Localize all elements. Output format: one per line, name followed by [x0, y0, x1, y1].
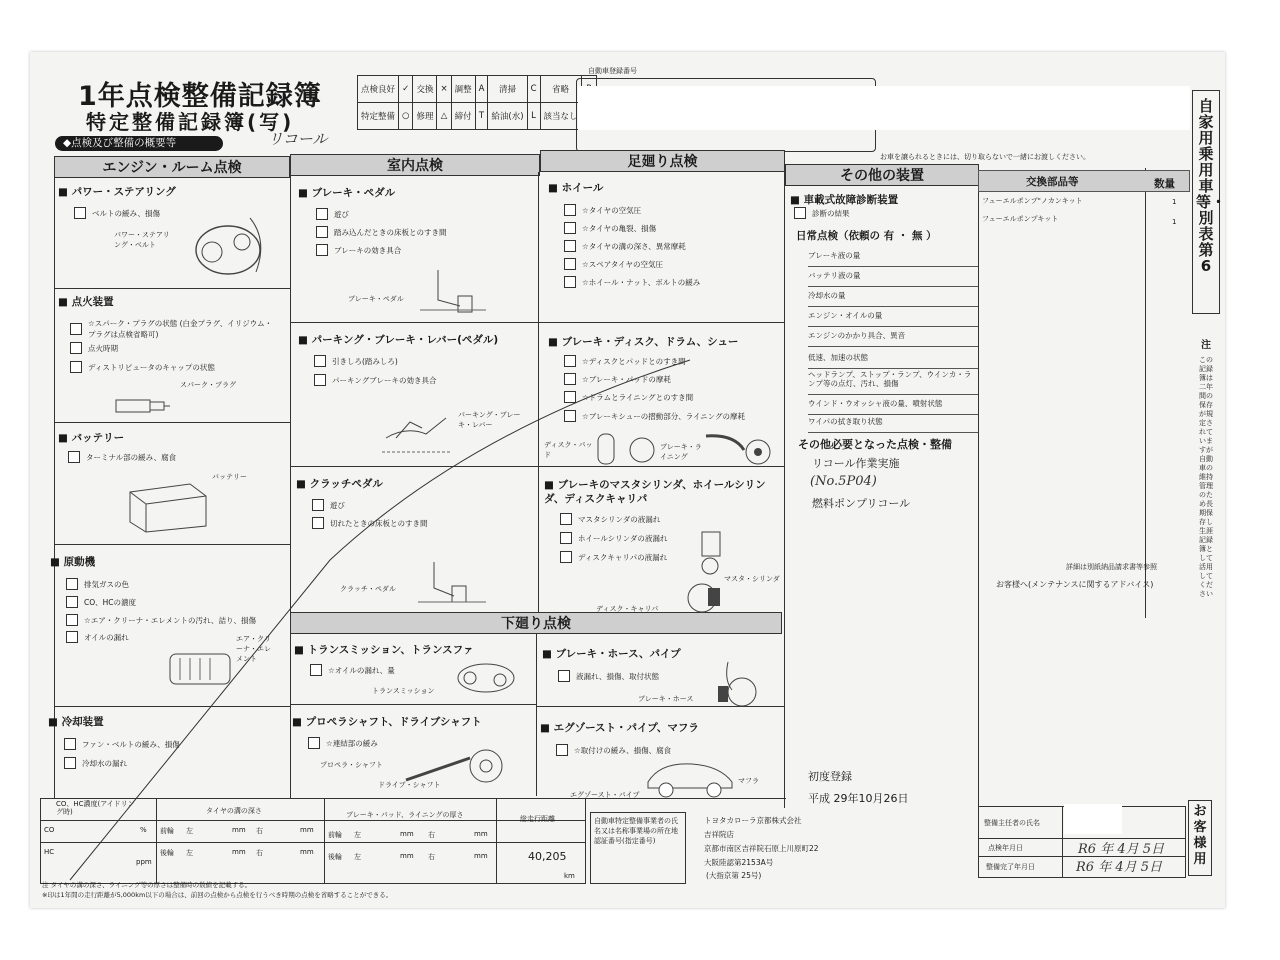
- odometer-unit: km: [564, 872, 575, 880]
- checkbox[interactable]: [66, 578, 78, 590]
- legend-row-1: 点検良好 ✓ 交換 × 調整 A 清掃 C 省略: [358, 76, 597, 103]
- check-item[interactable]: ☆スペアタイヤの空気圧: [564, 258, 663, 270]
- checkbox[interactable]: [560, 513, 572, 525]
- grid-line: [40, 842, 586, 843]
- interior-header: 室内点検: [290, 154, 540, 176]
- check-item[interactable]: ☆ホイール・ナット、ボルトの緩み: [564, 276, 700, 288]
- detail-note: 詳細は別紙納品請求書等参照: [1066, 563, 1157, 571]
- side-note-label: 注: [1201, 340, 1211, 351]
- checkbox[interactable]: [564, 258, 576, 270]
- parts-row-name: フューエルポンプキット: [982, 215, 1059, 223]
- grid-line: [290, 704, 536, 705]
- checkbox[interactable]: [564, 410, 576, 422]
- grid-line: [496, 798, 497, 884]
- check-item[interactable]: 診断の結果: [794, 207, 850, 219]
- checkbox[interactable]: [314, 355, 326, 367]
- grid-line: [54, 178, 55, 798]
- propeller-shaft-heading: ■ プロペラシャフト、ドライブシャフト: [292, 716, 482, 728]
- parking-brake-illustration: [376, 398, 456, 460]
- figure-label: バッテリー: [212, 473, 247, 481]
- daily-item: バッテリ液の量: [808, 266, 978, 287]
- check-item[interactable]: ☆取付けの緩み、損傷、腐食: [556, 744, 671, 756]
- checkbox[interactable]: [556, 744, 568, 756]
- daily-inspection-heading: 日常点検（依頼の 有 ・ 無 ）: [796, 230, 937, 242]
- brake-pedal-heading: ■ ブレーキ・ペダル: [298, 187, 396, 199]
- cooling-heading: ■ 冷却装置: [48, 716, 104, 728]
- engine-room-header: エンジン・ルーム点検: [54, 156, 290, 178]
- checkbox[interactable]: [74, 207, 86, 219]
- air-cleaner-illustration: [162, 640, 242, 696]
- other-devices-header: その他の装置: [785, 164, 979, 186]
- check-item[interactable]: ☆タイヤの亀裂、損傷: [564, 222, 656, 234]
- grid-line: [1145, 168, 1146, 618]
- redacted-manager-name: [1064, 804, 1122, 834]
- rear-label: 後輪: [160, 849, 174, 857]
- footnote-1: 注 タイヤの溝の深さ、ライニング等の厚さは整備時の数値を記載する。: [42, 881, 252, 889]
- figure-label: ディスク・パッド: [544, 441, 593, 459]
- business-address: 京都市南区吉祥院石原上川原町22: [704, 844, 819, 853]
- checkbox[interactable]: [564, 391, 576, 403]
- redacted-block: [578, 86, 1190, 130]
- odometer-label: 総走行距離: [520, 815, 555, 823]
- tire-depth-label: タイヤの溝の深さ: [206, 807, 262, 815]
- grid-line: [538, 322, 784, 323]
- left-label: 左: [354, 831, 361, 839]
- check-item[interactable]: ☆ブレーキ・パッドの摩耗: [564, 373, 671, 385]
- quantity-column-heading: 数量: [1154, 178, 1175, 190]
- grid-line: [156, 798, 157, 884]
- check-item[interactable]: ディストリビュータのキャップの状態: [70, 361, 215, 373]
- right-label: 右: [256, 849, 263, 857]
- check-item[interactable]: ☆連結部の緩み: [308, 737, 378, 749]
- grid-line: [40, 820, 586, 821]
- certification-number: 大阪陸認第2153A号: [704, 858, 774, 867]
- checkbox[interactable]: [68, 451, 80, 463]
- right-label: 右: [256, 827, 263, 835]
- mm-unit: mm: [232, 848, 246, 856]
- figure-label: ブレーキ・ライニング: [660, 443, 702, 461]
- check-item[interactable]: ☆ブレーキシューの摺動部分、ライニングの摩耗: [564, 410, 745, 422]
- check-item[interactable]: 踏み込んだときの床板とのすき間: [316, 226, 447, 238]
- checkbox[interactable]: [70, 361, 82, 373]
- check-item[interactable]: マスタシリンダの液漏れ: [560, 513, 660, 525]
- wheel-heading: ■ ホイール: [548, 182, 604, 194]
- checkbox[interactable]: [564, 355, 576, 367]
- vehicle-number-label: 自動車登録番号: [588, 67, 637, 75]
- branch-name: 吉祥院店: [704, 830, 734, 839]
- figure-label: ディスク・キャリパ: [596, 605, 659, 613]
- checkbox[interactable]: [558, 670, 570, 682]
- check-item[interactable]: ☆タイヤの溝の深さ、異常摩耗: [564, 240, 686, 252]
- grid-line: [54, 422, 290, 423]
- recall-number: (No.5P04): [810, 474, 877, 489]
- power-steering-belt-illustration: [190, 210, 270, 280]
- mm-unit: mm: [474, 830, 488, 838]
- spark-plug-illustration: [112, 392, 172, 420]
- grid-line: [54, 544, 290, 545]
- daily-item: 冷却水の量: [808, 286, 978, 307]
- mm-unit: mm: [400, 830, 414, 838]
- checkbox[interactable]: [314, 374, 326, 386]
- front-label: 前輪: [160, 827, 174, 835]
- ignition-heading: ■ 点火装置: [58, 296, 114, 308]
- figure-label: プロペラ・シャフト: [320, 761, 383, 769]
- check-item[interactable]: 引きしろ(踏みしろ): [314, 355, 398, 367]
- right-label: 右: [428, 831, 435, 839]
- figure-label: パーキング・ブレーキ・レバー: [458, 411, 521, 429]
- odometer-value: 40,205: [528, 850, 567, 863]
- check-item[interactable]: ディスクキャリパの液漏れ: [560, 551, 667, 563]
- daily-item: ヘッドランプ、ストップ・ランプ、ウインカ・ランプ等の点灯、汚れ、損傷: [808, 370, 978, 395]
- legend-row-2: 特定整備 ○ 修理 △ 締付 T 給油(水) L 該当なし: [358, 103, 597, 130]
- check-item[interactable]: ファン・ベルトの緩み、損傷: [64, 738, 180, 750]
- side-note: この記録簿は二年間の保存が規定されていますが自動車の維持管理のため長期保存し生涯記録簿として活用してください: [1199, 356, 1213, 598]
- checkbox[interactable]: [312, 517, 324, 529]
- check-item[interactable]: ☆タイヤの空気圧: [564, 204, 641, 216]
- checkbox[interactable]: [564, 204, 576, 216]
- grid-line: [536, 634, 537, 796]
- grid-line: [54, 706, 290, 707]
- brake-hose-heading: ■ ブレーキ・ホース、パイプ: [542, 648, 681, 660]
- parts-row-qty: 1: [1172, 198, 1177, 206]
- underbody-header: 下廻り点検: [290, 612, 782, 634]
- check-item[interactable]: ☆ドラムとライニングとのすき間: [564, 391, 693, 403]
- figure-label: エグゾースト・パイプ: [570, 791, 640, 799]
- figure-label: パワー・ステアリング・ベルト: [114, 231, 170, 249]
- check-item[interactable]: 排気ガスの色: [66, 578, 129, 590]
- brake-disc-illustration: [594, 430, 774, 468]
- mm-unit: mm: [300, 848, 314, 856]
- business-label: 自動車特定整備事業者の氏名又は名称事業場の所在地認証番号(指定番号): [594, 817, 678, 845]
- battery-illustration: [110, 478, 210, 534]
- grid-line: [290, 466, 538, 467]
- advice-label: お客様へ(メンテナンスに関するアドバイス): [996, 580, 1154, 589]
- right-label: 右: [428, 853, 435, 861]
- check-item[interactable]: ブレーキの効き具合: [316, 244, 401, 256]
- checkbox[interactable]: [564, 240, 576, 252]
- mm-unit: mm: [474, 852, 488, 860]
- daily-item: ウインド・ウオッシャ液の量、噴射状態: [808, 394, 978, 415]
- grid-line: [54, 288, 290, 289]
- checkbox[interactable]: [560, 532, 572, 544]
- obd-heading: ■ 車載式故障診断装置: [790, 194, 899, 206]
- hc-label: HC: [44, 848, 55, 856]
- company-name: トヨタカローラ京都株式会社: [704, 816, 802, 825]
- brake-cylinder-heading: ■ ブレーキのマスタシリンダ、ホイールシリンダ、ディスクキャリパ: [544, 479, 766, 505]
- check-item[interactable]: ☆スパーク・プラグの状態 (白金プラグ、イリジウム・プラグは点検省略可): [70, 318, 278, 340]
- exhaust-heading: ■ エグゾースト・パイプ、マフラ: [540, 722, 699, 734]
- grid-line: [784, 170, 785, 808]
- grid-line: [324, 798, 325, 884]
- clutch-pedal-illustration: [412, 558, 492, 606]
- completion-date-label: 整備完了年月日: [986, 863, 1035, 871]
- check-item[interactable]: CO、HCの濃度: [66, 596, 136, 608]
- checkbox[interactable]: [308, 737, 320, 749]
- checkbox[interactable]: [64, 738, 76, 750]
- check-item[interactable]: オイルの漏れ: [66, 631, 129, 643]
- check-item[interactable]: 点火時期: [70, 342, 118, 354]
- mm-unit: mm: [300, 826, 314, 834]
- checkbox[interactable]: [564, 222, 576, 234]
- figure-label: マスタ・シリンダ: [724, 575, 780, 583]
- check-item[interactable]: 遊び: [316, 208, 349, 220]
- checkbox[interactable]: [310, 664, 322, 676]
- parts-row-name: フューエルポンプ"ノカンキット: [982, 197, 1083, 205]
- grid-line: [1062, 806, 1063, 878]
- grid-line: [290, 322, 538, 323]
- left-label: 左: [186, 849, 193, 857]
- page-title: 1年点検整備記録簿: [78, 81, 322, 112]
- figure-label: マフラ: [738, 777, 759, 785]
- check-item[interactable]: ☆ディスクとパッドとのすき間: [564, 355, 686, 367]
- inspection-date-label: 点検年月日: [988, 844, 1023, 852]
- daily-item: 低速、加速の状態: [808, 348, 978, 369]
- checkbox[interactable]: [312, 499, 324, 511]
- daily-item: エンジン・オイルの量: [808, 306, 978, 327]
- legend-table: [357, 75, 597, 130]
- checkbox[interactable]: [316, 226, 328, 238]
- engine-heading: ■ 原動機: [50, 556, 96, 568]
- exhaust-car-illustration: [640, 756, 740, 800]
- customer-copy-label: お客様用: [1193, 804, 1207, 867]
- checkbox[interactable]: [316, 208, 328, 220]
- check-item[interactable]: ベルトの緩み、損傷: [74, 207, 160, 219]
- designation-number: (大指京第 25号): [706, 871, 762, 880]
- transmission-heading: ■ トランスミッション、トランスファ: [294, 644, 474, 656]
- pad-thickness-label: ブレーキ・パッド、ライニングの厚さ: [346, 811, 464, 819]
- checkbox[interactable]: [560, 551, 572, 563]
- hc-unit: ppm: [136, 858, 152, 866]
- parts-column-heading: 交換部品等: [1026, 176, 1079, 188]
- chassis-header: 足廻り点検: [540, 150, 785, 172]
- check-item[interactable]: ホイールシリンダの液漏れ: [560, 532, 667, 544]
- mm-unit: mm: [400, 852, 414, 860]
- handover-notice: お車を譲られるときには、切り取らないで一緒にお渡しください。: [880, 153, 1090, 161]
- rear-label: 後輪: [328, 853, 342, 861]
- parts-row-qty: 1: [1172, 218, 1177, 226]
- daily-item: ワイパの拭き取り状態: [808, 412, 978, 433]
- checkbox[interactable]: [70, 323, 82, 335]
- left-label: 左: [354, 853, 361, 861]
- checkbox[interactable]: [70, 342, 82, 354]
- mm-unit: mm: [232, 826, 246, 834]
- first-registration-label: 初度登録: [808, 770, 852, 783]
- figure-label: ドライブ・シャフト: [378, 781, 441, 789]
- page-subtitle: 特定整備記録簿(写): [86, 110, 295, 134]
- front-label: 前輪: [328, 831, 342, 839]
- brake-disc-heading: ■ ブレーキ・ディスク、ドラム、シュー: [548, 336, 739, 348]
- figure-label: ブレーキ・ホース: [638, 695, 694, 703]
- checkbox[interactable]: [64, 757, 76, 769]
- check-item[interactable]: 冷却水の漏れ: [64, 757, 127, 769]
- co-label: CO: [44, 826, 55, 834]
- daily-item: ブレーキ液の量: [808, 246, 978, 267]
- check-item[interactable]: 液漏れ、損傷、取付状態: [558, 670, 659, 682]
- manager-label: 整備主任者の氏名: [984, 819, 1040, 827]
- extra-inspection-heading: その他必要となった点検・整備: [798, 438, 952, 451]
- side-title: 自家用乗用車等・別表第6: [1196, 97, 1227, 275]
- power-steering-heading: ■ パワー・ステアリング: [58, 186, 176, 198]
- recall-line: リコール作業実施: [812, 457, 900, 470]
- master-cylinder-illustration: [680, 528, 740, 618]
- daily-item: エンジンのかかり具合、異音: [808, 326, 978, 347]
- figure-label: クラッチ・ペダル: [340, 585, 396, 593]
- parking-brake-heading: ■ パーキング・ブレーキ・レバー(ペダル): [298, 334, 499, 346]
- checkbox[interactable]: [564, 276, 576, 288]
- recall-detail: 燃料ポンプリコール: [812, 497, 911, 510]
- checkbox[interactable]: [66, 596, 78, 608]
- check-item[interactable]: 遊び: [312, 499, 345, 511]
- first-registration-date: 平成 29年10月26日: [808, 792, 909, 805]
- checkbox[interactable]: [66, 631, 78, 643]
- co-unit: %: [140, 826, 147, 834]
- co-hc-label: CO、HC濃度(アイドリング時): [56, 800, 135, 816]
- checkbox[interactable]: [794, 207, 806, 219]
- transmission-illustration: [450, 656, 526, 700]
- propeller-shaft-illustration: [400, 740, 520, 796]
- footnote-2: ※印は1年間の走行距離が5,000km以下の場合は、前回の点検から点検を行うべき時期の点検を省略することができる。: [42, 891, 393, 899]
- check-item[interactable]: ターミナル部の緩み、腐食: [68, 451, 176, 463]
- checkbox[interactable]: [564, 373, 576, 385]
- grid-line: [538, 172, 539, 612]
- check-item[interactable]: ☆オイルの漏れ、量: [310, 664, 395, 676]
- clutch-pedal-heading: ■ クラッチペダル: [296, 478, 383, 490]
- overview-label: ◆点検及び整備の概要等: [55, 136, 223, 151]
- completion-date-value: R6 年 4月 5日: [1076, 860, 1162, 875]
- inspection-date-value: R6 年 4月 5日: [1078, 842, 1164, 857]
- left-label: 左: [186, 827, 193, 835]
- checkbox[interactable]: [316, 244, 328, 256]
- battery-heading: ■ バッテリー: [58, 432, 125, 444]
- checkbox[interactable]: [66, 614, 78, 626]
- check-item[interactable]: 切れたときの床板とのすき間: [312, 517, 428, 529]
- figure-label: スパーク・プラグ: [180, 381, 236, 389]
- grid-line: [978, 168, 979, 828]
- brake-hose-illustration: [698, 660, 768, 710]
- figure-label: トランスミッション: [372, 687, 435, 695]
- check-item[interactable]: パーキングブレーキの効き具合: [314, 374, 436, 386]
- check-item[interactable]: ☆エア・クリーナ・エレメントの汚れ、詰り、損傷: [66, 614, 256, 626]
- figure-label: ブレーキ・ペダル: [348, 295, 404, 303]
- brake-pedal-illustration: [410, 266, 490, 316]
- figure-label: エア・クリーナ・エレメント: [236, 635, 271, 663]
- handwritten-note: リコール: [268, 130, 328, 148]
